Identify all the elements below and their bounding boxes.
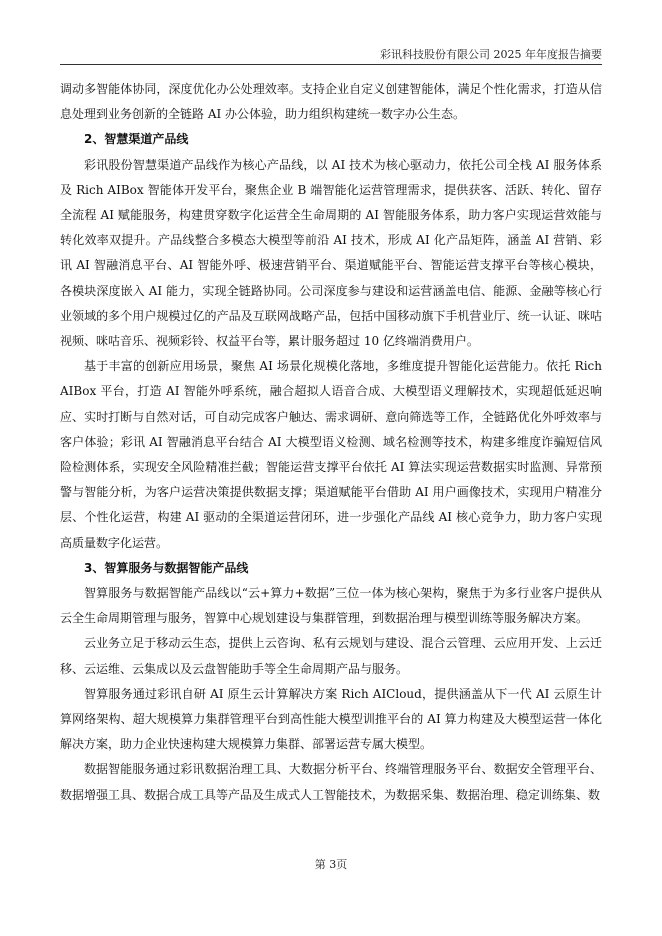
- page-body: [60, 77, 602, 808]
- paragraph: 智算服务通过彩讯自研 AI 原生云计算解决方案 Rich AICloud，提供涵盖从下一代 AI 云原生计算网络架构、超大规模算力集群管理平台到高性能大模型训推平台的 AI 算力构建及大模型运营一体化解决方案，助力企业快速构建大规模算力集群、部署运营专属大模型。: [60, 686, 602, 752]
- page-number: 第 3页: [314, 858, 348, 871]
- header-divider: [60, 64, 602, 65]
- section-heading-smart-channel: 2、智慧渠道产品线: [84, 132, 189, 147]
- paragraph: 彩讯股份智慧渠道产品线作为核心产品线，以 AI 技术为核心驱动力，依托公司全栈 AI 服务体系及 Rich AIBox 智能体开发平台，聚焦企业 B 端智能化运营管理需求，提供获客、活跃、转化、留存全流程 AI 赋能服务，构建贯穿数字化运营全生命周期的 AI 智能服务体系，助力客户实现运营效能与转化效率双提升。产品线整合多模态大模型等前沿 AI 技术，形成 AI 化产品矩阵，涵盖 AI 营销、彩讯 AI 智融消息平台、AI 智能外呼、极速营销平台、渠道赋能平台、智能运营支撑平台等核心模块，各模块深度嵌入 AI 能力，实现全链路协同。公司深度参与建设和运营涵盖电信、能源、金融等核心行业领域的多个用户规模过亿的产品及互联网战略产品，包括中国移动旗下手机营业厅、统一认证、咪咕视频、咪咕音乐、视频彩铃、权益平台等，累计服务超过 10 亿终端消费用户。: [60, 157, 602, 349]
- paragraph: 基于丰富的创新应用场景，聚焦 AI 场景化规模化落地，多维度提升智能化运营能力。依托 Rich AIBox 平台，打造 AI 智能外呼系统，融合超拟人语音合成、大模型语义理解技术，实现超低延迟响应、实时打断与自然对话，可自动完成客户触达、需求调研、意向筛选等工作，全链路优化外呼效率与客户体验；彩讯 AI 智融消息平台结合 AI 大模型语义检测、域名检测等技术，构建多维度诈骗短信风险检测体系，实现安全风险精准拦截；智能运营支撑平台依托 AI 算法实现运营数据实时监测、异常预警与智能分析，为客户运营决策提供数据支撑；渠道赋能平台借助 AI 用户画像技术，实现用户精准分层、个性化运营，构建 AI 驱动的全渠道运营闭环，进一步强化产品线 AI 核心竞争力，助力客户实现高质量数字化运营。: [60, 359, 602, 550]
- section-heading-computing-data: 3、智算服务与数据智能产品线: [84, 560, 249, 575]
- paragraph: 数据智能服务通过彩讯数据治理工具、大数据分析平台、终端管理服务平台、数据安全管理平台、数据增强工具、数据合成工具等产品及生成式人工智能技术，为数据采集、数据治理、稳定训练集、数: [60, 762, 602, 802]
- paragraph: 智算服务与数据智能产品线以“云+算力+数据”三位一体为核心架构，聚焦于为多行业客户提供从云全生命周期管理与服务，智算中心规划建设与集群管理，到数据治理与模型训练等服务解决方案。: [60, 586, 602, 626]
- paragraph: 云业务立足于移动云生态，提供上云咨询、私有云规划与建设、混合云管理、云应用开发、上云迁移、云运维、云集成以及云盘智能助手等全生命周期产品与服务。: [60, 636, 602, 676]
- continuation-paragraph: 调动多智能体协同，深度优化办公处理效率。支持企业自定义创建智能体，满足个性化需求，打造从信息处理到业务创新的全链路 AI 办公体验，助力组织构建统一数字办公生态。: [60, 82, 602, 122]
- page-header-title: 彩讯科技股份有限公司 2025 年年度报告摘要: [380, 48, 602, 61]
